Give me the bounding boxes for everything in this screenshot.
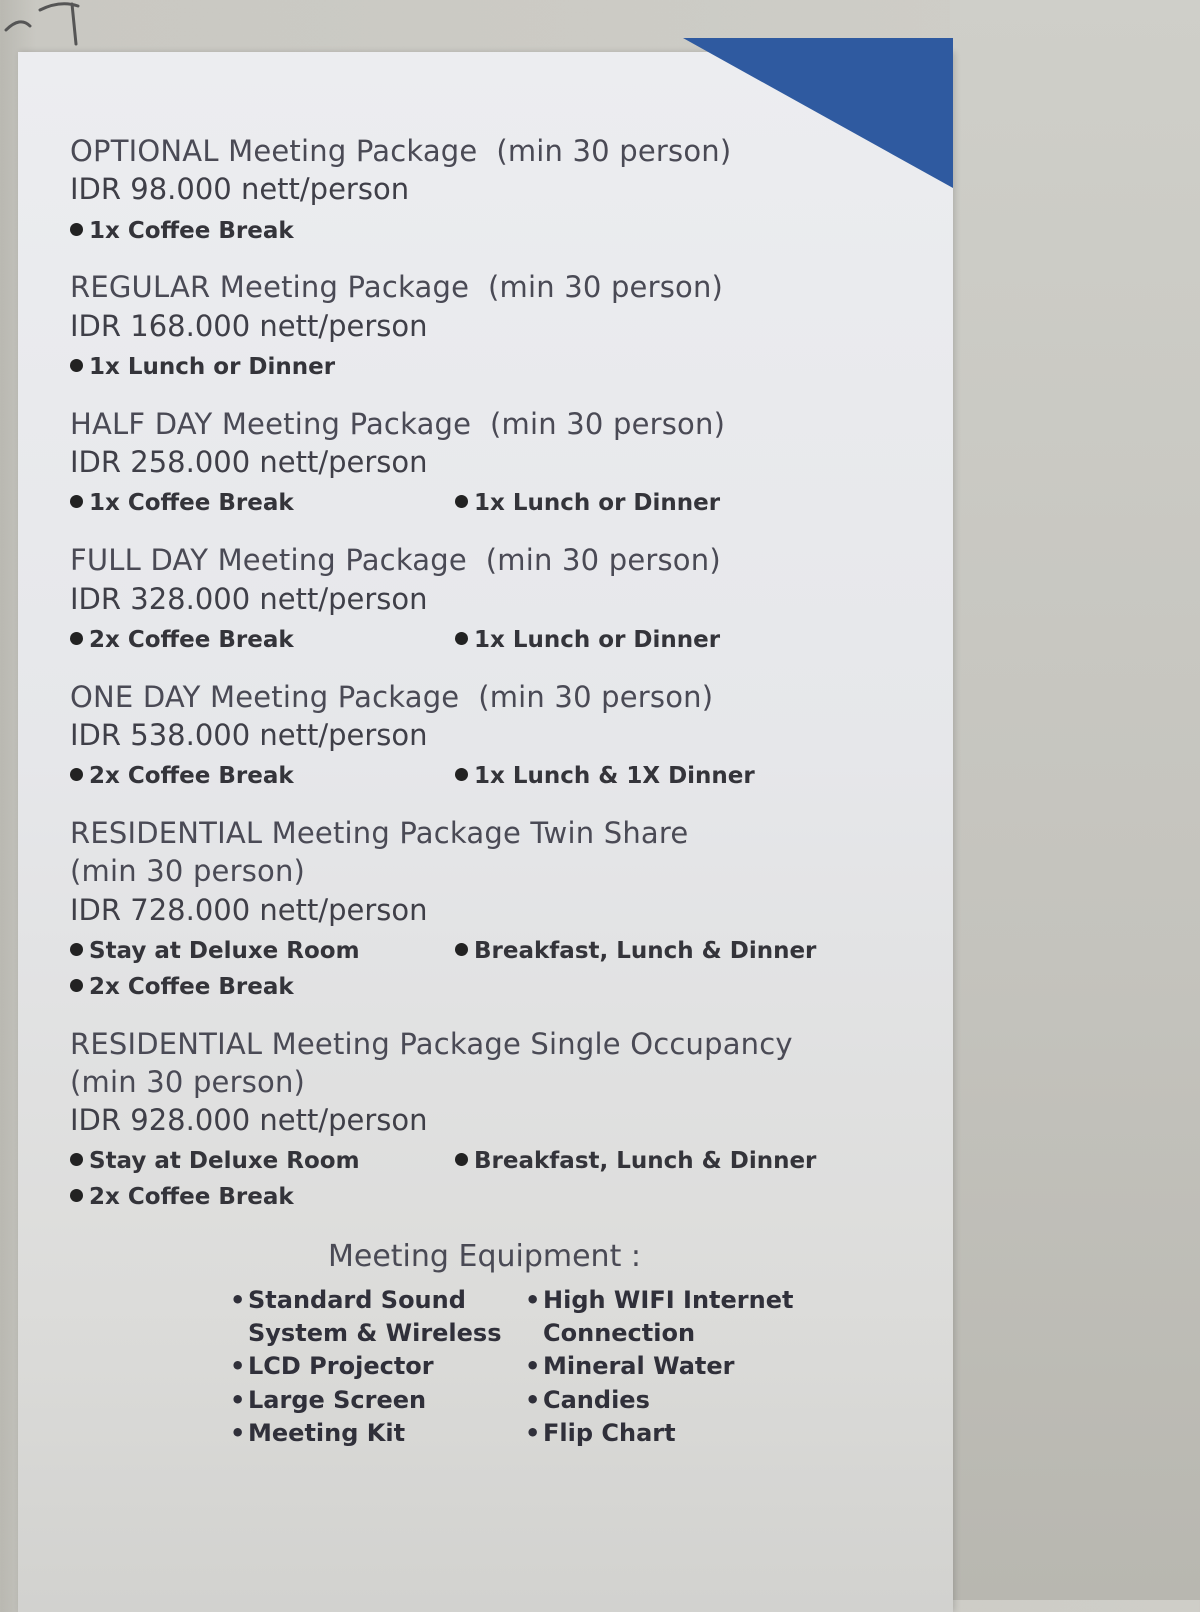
bullet-icon bbox=[455, 495, 468, 508]
package-item: 2x Coffee Break bbox=[70, 762, 455, 792]
package-item: 1x Lunch & 1X Dinner bbox=[455, 762, 875, 792]
bullet-icon bbox=[70, 768, 83, 781]
package-name: RESIDENTIAL Meeting Package Twin Share bbox=[70, 816, 689, 851]
handwritten-mark bbox=[0, 0, 90, 50]
package-name: REGULAR Meeting Package bbox=[70, 270, 470, 305]
package-name: ONE DAY Meeting Package bbox=[70, 679, 460, 714]
equipment-item: • Meeting Kit bbox=[230, 1417, 525, 1450]
package-item: 1x Lunch or Dinner bbox=[455, 626, 875, 656]
package-item: 1x Lunch or Dinner bbox=[70, 353, 455, 383]
background-right bbox=[950, 0, 1200, 1600]
package-name: OPTIONAL Meeting Package bbox=[70, 134, 478, 168]
package-title bbox=[70, 541, 930, 579]
package-minimum: (min 30 person) bbox=[496, 134, 732, 168]
package-price: IDR 168.000 nett/person bbox=[70, 308, 428, 343]
bullet-icon: • bbox=[525, 1418, 541, 1447]
package-title bbox=[70, 405, 930, 443]
package-name: HALF DAY Meeting Package bbox=[70, 406, 472, 441]
bullet-icon bbox=[70, 359, 83, 372]
package-residential-twin bbox=[70, 814, 930, 1003]
package-regular bbox=[70, 268, 930, 382]
package-title bbox=[70, 678, 930, 716]
package-half-day bbox=[70, 405, 930, 519]
equipment-item: • LCD Projector bbox=[230, 1350, 525, 1383]
package-price: IDR 928.000 nett/person bbox=[70, 1103, 428, 1138]
package-item: Breakfast, Lunch & Dinner bbox=[455, 1147, 875, 1177]
package-one-day bbox=[70, 678, 930, 792]
package-title bbox=[70, 268, 930, 306]
package-item: Stay at Deluxe Room bbox=[70, 937, 455, 967]
package-residential-single bbox=[70, 1025, 930, 1214]
package-name: RESIDENTIAL Meeting Package Single Occupancy bbox=[70, 1026, 793, 1061]
price-list-sheet bbox=[18, 52, 953, 1612]
bullet-icon bbox=[70, 1153, 83, 1166]
bullet-icon: • bbox=[525, 1286, 541, 1315]
package-name: FULL DAY Meeting Package bbox=[70, 543, 467, 578]
package-price: IDR 538.000 nett/person bbox=[70, 717, 428, 752]
package-item: 2x Coffee Break bbox=[70, 973, 455, 1003]
equipment-title: Meeting Equipment : bbox=[328, 1239, 641, 1275]
bullet-icon bbox=[455, 943, 468, 956]
package-minimum: (min 30 person) bbox=[488, 270, 724, 305]
bullet-icon bbox=[455, 768, 468, 781]
bullet-icon bbox=[70, 979, 83, 992]
bullet-icon: • bbox=[230, 1352, 246, 1381]
equipment-list bbox=[230, 1284, 930, 1450]
package-price: IDR 258.000 nett/person bbox=[70, 445, 428, 480]
package-minimum: (min 30 person) bbox=[485, 543, 721, 578]
package-item: Breakfast, Lunch & Dinner bbox=[455, 937, 875, 967]
package-item: 2x Coffee Break bbox=[70, 626, 455, 656]
equipment-item: • Standard Sound System & Wireless bbox=[230, 1284, 525, 1350]
package-item: 1x Coffee Break bbox=[70, 217, 455, 247]
package-item: 1x Lunch or Dinner bbox=[455, 489, 875, 519]
package-item: Stay at Deluxe Room bbox=[70, 1147, 455, 1177]
package-minimum: (min 30 person) bbox=[490, 406, 726, 441]
package-item: 2x Coffee Break bbox=[70, 1183, 455, 1213]
bullet-icon bbox=[70, 223, 83, 236]
package-minimum: (min 30 person) bbox=[70, 1064, 306, 1099]
bullet-icon bbox=[70, 495, 83, 508]
package-title bbox=[70, 132, 930, 170]
package-minimum: (min 30 person) bbox=[70, 854, 306, 889]
package-minimum: (min 30 person) bbox=[478, 679, 714, 714]
package-optional bbox=[70, 132, 930, 246]
package-price: IDR 98.000 nett/person bbox=[70, 172, 410, 207]
bullet-icon: • bbox=[525, 1352, 541, 1381]
equipment-item: • Flip Chart bbox=[525, 1417, 845, 1450]
bullet-icon bbox=[455, 632, 468, 645]
bullet-icon: • bbox=[230, 1286, 246, 1315]
package-item: 1x Coffee Break bbox=[70, 489, 455, 519]
bullet-icon: • bbox=[525, 1385, 541, 1414]
bullet-icon: • bbox=[230, 1385, 246, 1414]
package-full-day bbox=[70, 541, 930, 655]
equipment-item: • Candies bbox=[525, 1384, 845, 1417]
packages-list bbox=[70, 132, 930, 1450]
equipment-item: • Large Screen bbox=[230, 1384, 525, 1417]
bullet-icon bbox=[70, 943, 83, 956]
package-price: IDR 728.000 nett/person bbox=[70, 892, 428, 927]
bullet-icon bbox=[70, 632, 83, 645]
equipment-item: • High WIFI Internet Connection bbox=[525, 1284, 845, 1350]
equipment-item: • Mineral Water bbox=[525, 1350, 845, 1383]
package-price: IDR 328.000 nett/person bbox=[70, 581, 428, 616]
bullet-icon bbox=[455, 1153, 468, 1166]
bullet-icon bbox=[70, 1189, 83, 1202]
bullet-icon: • bbox=[230, 1418, 246, 1447]
